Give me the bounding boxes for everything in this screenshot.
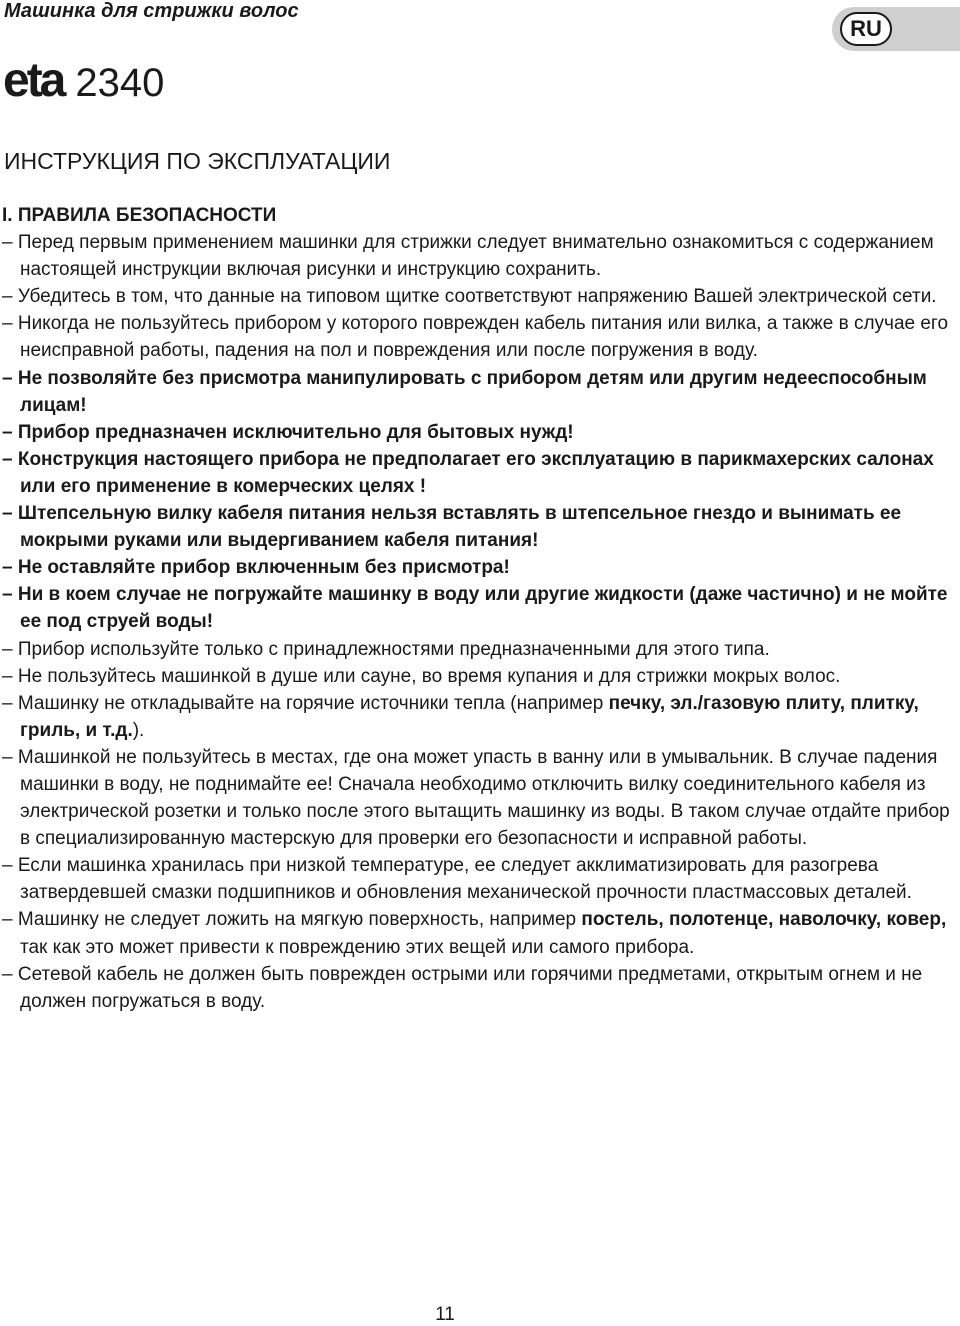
list-item: – Перед первым применением машинки для стрижки следует внимательно ознакомиться с содержанием настоящей инструкции включая рисунки и инструкцию сохранить.	[2, 232, 934, 281]
brand-block	[3, 56, 164, 106]
text-run: ).	[132, 719, 145, 741]
section-title: I. ПРАВИЛА БЕЗОПАСНОСТИ	[2, 205, 277, 226]
model-number: 2340	[75, 61, 165, 105]
list-item: – Сетевой кабель не должен быть поврежден острыми или горячими предметами, открытым огнем и не должен погружаться в воду.	[2, 963, 923, 1012]
list-item	[2, 690, 952, 744]
list-item: – Штепсельную вилку кабеля питания нельзя вставлять в штепсельное гнездо и вынимать ее мокрыми руками или выдергиванием кабеля питания!	[2, 503, 902, 552]
text-run: – Машинку не следует ложить на мягкую поверхность, например	[2, 909, 582, 931]
list-item: – Конструкция настоящего прибора не предполагает его эксплуатацию в парикмахерских салонах или его применение в комерческих целях !	[2, 448, 934, 497]
text-run: – Машинку не откладывайте на горячие источники тепла (например	[2, 692, 609, 714]
list-item: – Если машинка хранилась при низкой температуре, ее следует акклиматизировать для разогрева затвердевшей смазки подшипников и обновления механической прочности пластмассовых деталей.	[2, 855, 912, 904]
emphasis-text: печку, эл./газовую плиту, плитку, гриль, и т.д.	[20, 692, 919, 741]
safety-rules-list	[2, 229, 952, 1015]
text-run: так как это может привести к повреждению этих вещей или самого прибора.	[20, 936, 695, 958]
emphasis-text: постель, полотенце, наволочку, ковер,	[581, 909, 947, 931]
list-item	[2, 906, 952, 960]
document-body	[2, 202, 952, 1015]
brand-logo: eta	[3, 54, 64, 107]
list-item: – Ни в коем случае не погружайте машинку в воду или другие жидкости (даже частично) и не мойте ее под струей воды!	[2, 584, 948, 633]
list-item: – Не позволяйте без присмотра манипулировать с прибором детям или другим недееспособным лицам!	[2, 367, 927, 416]
language-tab	[832, 7, 960, 51]
list-item: – Убедитесь в том, что данные на типовом щитке соответствуют напряжению Вашей электрической сети.	[2, 286, 937, 308]
list-item: – Прибор предназначен исключительно для бытовых нужд!	[2, 421, 574, 443]
list-item: – Не пользуйтесь машинкой в душе или сауне, во время купания и для стрижки мокрых волос.	[2, 665, 841, 687]
header-title: Машинка для стрижки волос	[4, 0, 299, 22]
list-item: – Никогда не пользуйтесь прибором у которого поврежден кабель питания или вилка, а также в случае его неисправной работы, падения на пол и повреждения или после погружения в воду.	[2, 313, 949, 362]
list-item: – Не оставляйте прибор включенным без присмотра!	[2, 557, 510, 579]
list-item: – Машинкой не пользуйтесь в местах, где она может упасть в ванну или в умывальник. В случае падения машинки в воду, не поднимайте ее! Сначала необходимо отключить вилку соединительного кабеля из электрической розетки и только после этого вытащить машинку из воды. В таком случае отдайте прибор в специализированную мастерскую для проверки его безопасности и исправной работы.	[2, 746, 950, 850]
language-badge: RU	[840, 12, 892, 46]
page-number: 11	[435, 1304, 455, 1325]
document-heading: ИНСТРУКЦИЯ ПО ЭКСПЛУАТАЦИИ	[4, 148, 391, 174]
list-item: – Прибор используйте только с принадлежностями предназначенными для этого типа.	[2, 638, 770, 660]
